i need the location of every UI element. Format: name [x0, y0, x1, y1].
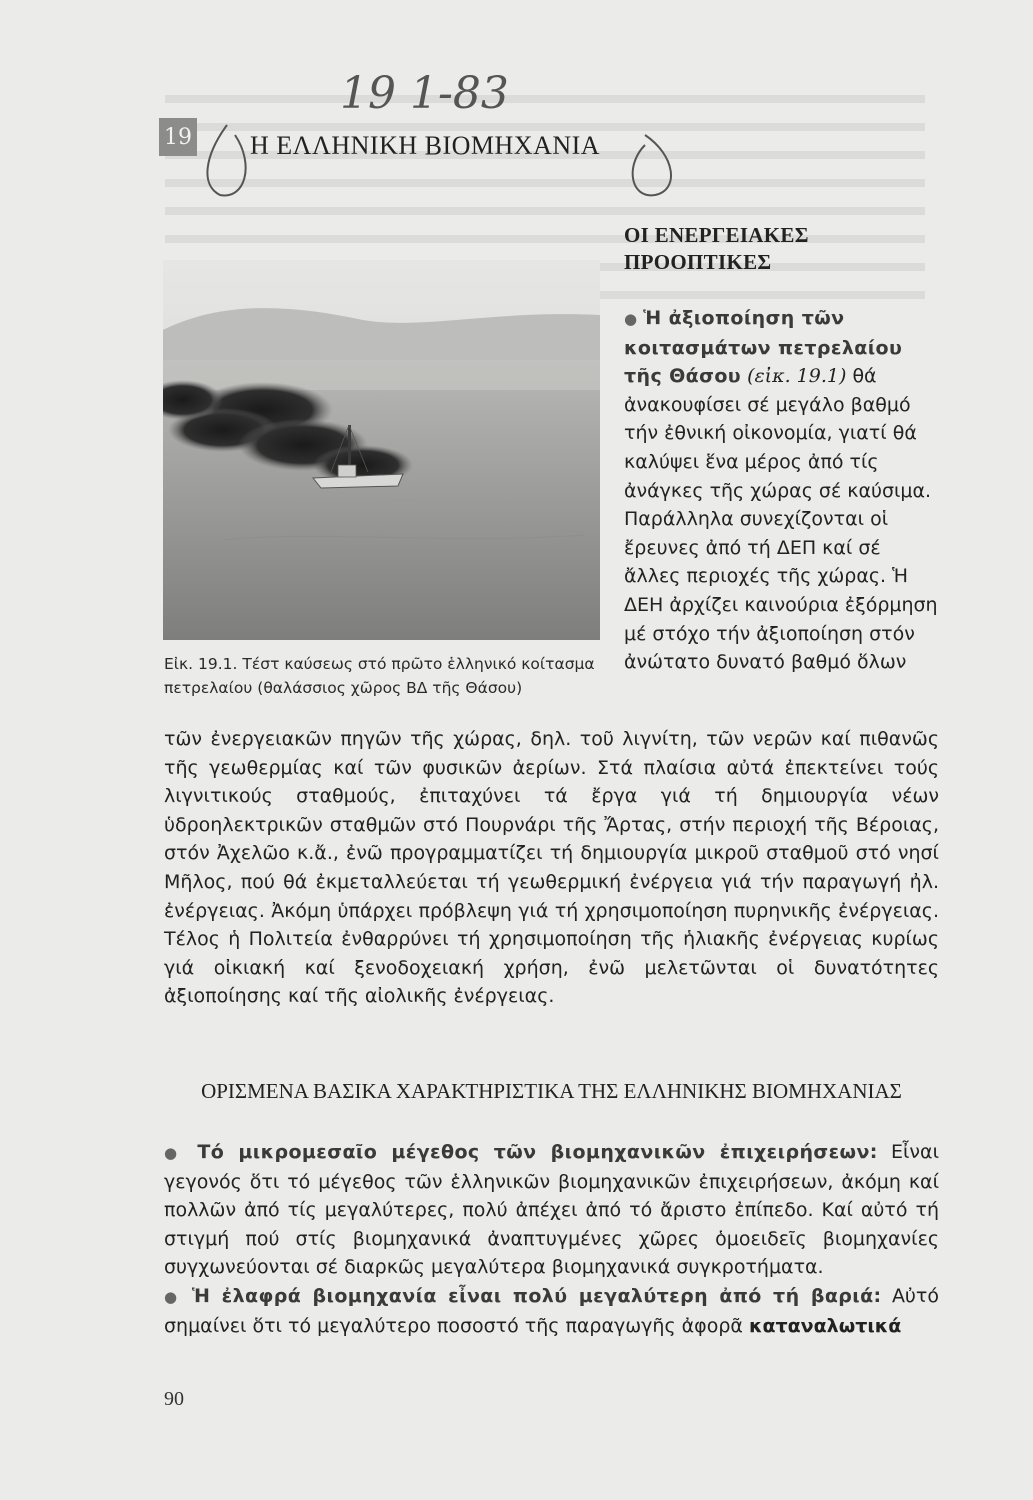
chapter-title: Η ΕΛΛΗΝΙΚΗ ΒΙΟΜΗΧΑΝΙΑ: [250, 131, 601, 160]
energy-section-heading: ΟΙ ΕΝΕΡΓΕΙΑΚΕΣ ΠΡΟΟΠΤΙΚΕΣ: [624, 223, 809, 274]
feature-item-2: [164, 1282, 939, 1340]
bullet-icon: ●: [624, 310, 638, 328]
features-section-body: [164, 1138, 939, 1340]
bullet-icon: ●: [164, 1287, 182, 1306]
feature-strong-end: καταναλωτικά: [748, 1314, 902, 1337]
energy-column: [624, 222, 940, 677]
handwritten-note: 19 1-83: [340, 68, 509, 119]
feature-lead-1: Τό μικρομεσαῖο μέγεθος τῶν βιομηχανικῶν ἐπιχειρήσεων:: [197, 1141, 878, 1163]
chapter-number-badge: 19: [159, 118, 197, 156]
feature-text-1: Εἶναι γεγονός ὅτι τό μέγεθος τῶν ἑλληνικῶν βιομηχανικῶν ἐπιχειρήσεων, ἀκόμη καί πολλῶν ἀπό τίς μεγαλύτερες, πολύ ἀπέχει ἀπό τό ἄριστο ἐπίπεδο. Καί αὐτό τή στιγμή πού στίς βιομηχανικά ἀναπτυγμένες χῶρες ὁμοειδεῖς βιομηχανίες συγχωνεύονται σέ διαρκῶς μεγαλύτερα βιομηχανικά συγκροτήματα.: [164, 1141, 940, 1279]
feature-lead-2: Ἡ ἐλαφρά βιομηχανία εἶναι πολύ μεγαλύτερη ἀπό τή βαριά:: [191, 1284, 882, 1307]
figure-caption: Εἰκ. 19.1. Τέστ καύσεως στό πρῶτο ἑλληνικό κοίτασμα πετρελαίου (θαλάσσιος χῶρος ΒΔ τῆς Θάσου): [164, 655, 595, 697]
figure-photo: [163, 260, 600, 640]
energy-lead-phrase: Ἡ ἀξιοποίηση τῶν κοιτασμάτων πετρελαίου τῆς Θάσου: [624, 307, 903, 388]
figure-reference: (εἰκ. 19.1): [747, 365, 847, 388]
energy-column-paragraph: [624, 304, 940, 677]
page-number: 90: [164, 1388, 184, 1410]
features-section-heading: ΟΡΙΣΜΕΝΑ ΒΑΣΙΚΑ ΧΑΡΑΚΤΗΡΙΣΤΙΚΑ ΤΗΣ ΕΛΛΗΝΙΚΗΣ ΒΙΟΜΗΧΑΝΙΑΣ: [201, 1079, 902, 1103]
energy-column-text: θά ἀνακουφίσει σέ μεγάλο βαθμό τήν ἐθνική οἰκονομία, γιατί θά καλύψει ἕνα μέρος ἀπό τίς ἀνάγκες τῆς χώρας σέ καύσιμα. Παράλληλα συνεχίζονται οἱ ἔρευνες ἀπό τή ΔΕΠ καί σέ ἄλλες περιοχές τῆς χώρας. Ἡ ΔΕΗ ἀρχίζει καινούρια ἐξόρμηση μέ στόχο τήν ἀξιοποίηση στόν ἀνώτατο δυνατό βαθμό ὅλων: [624, 365, 938, 674]
feature-item-1: [164, 1138, 939, 1282]
bullet-icon: ●: [164, 1144, 185, 1162]
energy-full-paragraph: τῶν ἐνεργειακῶν πηγῶν τῆς χώρας, δηλ. τοῦ λιγνίτη, τῶν νερῶν καί πιθανῶς τῆς γεωθερμίας καί τῶν φυσικῶν ἀερίων. Στά πλαίσια αὐτά ἐπεκτείνει τούς λιγνιτικούς σταθμούς, ἐπιταχύνει τά ἔργα γιά τή δημιουργία νέων ὑδροηλεκτρικῶν σταθμῶν στό Πουρνάρι τῆς Ἄρτας, στήν περιοχή τῆς Βέροιας, στόν Ἀχελῶο κ.ἄ., ἐνῶ προγραμματίζει τή δημιουργία μικροῦ σταθμοῦ στό νησί Μῆλος, πού θά ἐκμεταλλεύεται τή γεωθερμική ἐνέργεια γιά τήν παραγωγή ἠλ. ἐνέργειας. Ἀκόμη ὑπάρχει πρόβλεψη γιά τή χρησιμοποίηση πυρηνικῆς ἐνέργειας. Τέλος ἡ Πολιτεία ἐνθαρρύνει τή χρησιμοποίηση τῆς ἡλιακῆς ἐνέργειας κυρίως γιά οἰκιακή καί ξενοδοχειακή χρήση, ἐνῶ μελετῶνται οἱ δυνατότητες ἀξιοποίησης καί τῆς αἰολικῆς ἐνέργειας.: [164, 728, 939, 1008]
feature-text-2: Αὐτό σημαίνει ὅτι τό μεγαλύτερο ποσοστό τῆς παραγωγῆς ἀφορᾶ: [164, 1284, 939, 1337]
oil-burn-test-photo: [163, 260, 600, 640]
